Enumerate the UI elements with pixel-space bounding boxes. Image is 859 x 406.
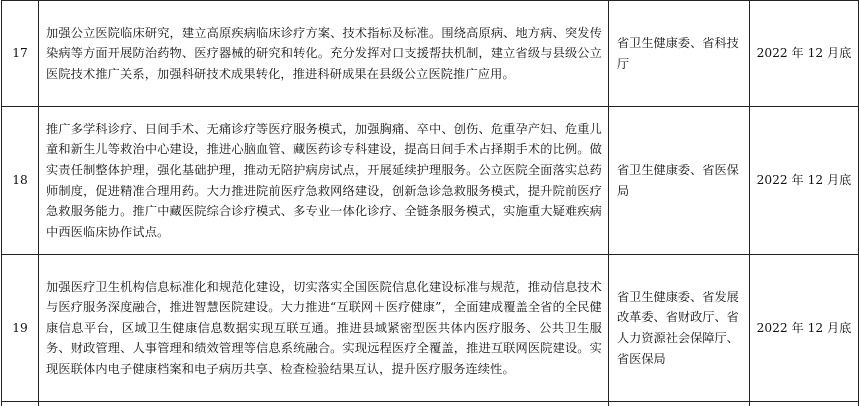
task-content: 推广多学科诊疗、日间手术、无痛诊疗等医疗服务模式，加强胸痛、卒中、创伤、危重孕产妇、危重儿童和新生儿等救治中心建设，推进心脑血管、藏医药诊专科建设，提高日间手术占择期手术的比例。做实责任制整体护理，强化基础护理，推动无陪护病房试点，开展延续护理服务。公立医院全面落实总药师制度，促进精准合理用药。大力推进院前医疗急救网络建设，创新急诊急救服务模式，提升院前医疗急救服务能力。推广中藏医院综合诊疗模式、多专业一体化诊疗、全链条服务模式，实施重大疑难疾病中西医临床协作试点。 xyxy=(39,107,609,255)
deadline: 2022 年 12 月底 xyxy=(750,1,859,107)
table-row xyxy=(2,255,859,402)
table-row xyxy=(2,107,859,255)
table-row xyxy=(2,1,859,107)
row-number: 17 xyxy=(2,1,39,107)
responsible-department: 省卫生健康委、省发展改革委、省财政厅、省人力资源社会保障厅、省医保局 xyxy=(609,255,750,402)
deadline: 2022 年 12 月底 xyxy=(750,107,859,255)
row-number: 19 xyxy=(2,255,39,402)
responsible-department: 省卫生健康委、省科技厅 xyxy=(609,1,750,107)
task-content: 加强医疗卫生机构信息标准化和规范化建设，切实落实全国医院信息化建设标准与规范，推动信息技术与医疗服务深度融合，推进智慧医院建设。大力推进“互联网＋医疗健康”，全面建成覆盖全省的全民健康信息平台，区域卫生健康信息数据实现互联互通。推进县域紧密型医共体内医疗服务、公共卫生服务、财政管理、人事管理和绩效管理等信息系统融合。实现远程医疗全覆盖，推进互联网医院建设。实现医联体内电子健康档案和电子病历共享、检查检验结果互认，提升医疗服务连续性。 xyxy=(39,255,609,402)
task-content: 加强公立医院临床研究，建立高原疾病临床诊疗方案、技术指标及标准。围绕高原病、地方病、突发传染病等方面开展防治药物、医疗器械的研究和转化。充分发挥对口支援帮扶机制，建立省级与县级公立医院技术推广关系，加强科研技术成果转化，推进科研成果在县级公立医院推广应用。 xyxy=(39,1,609,107)
deadline: 2022 年 12 月底 xyxy=(750,255,859,402)
task-table xyxy=(1,0,859,406)
responsible-department: 省卫生健康委、省医保局 xyxy=(609,107,750,255)
row-number: 18 xyxy=(2,107,39,255)
